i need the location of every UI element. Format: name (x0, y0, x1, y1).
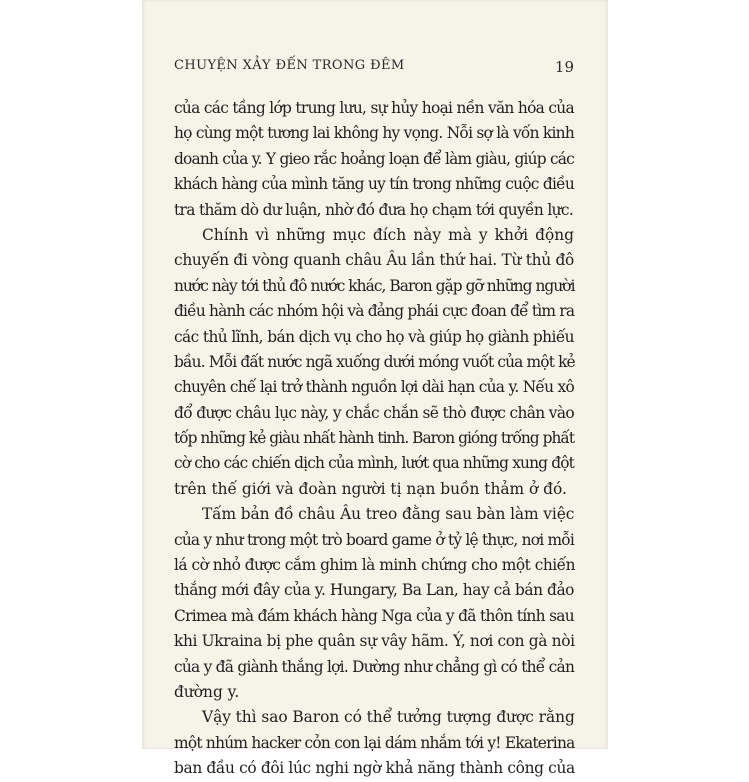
text-line: doanh của y. Y gieo rắc hoảng loạn để làm giàu, giúp các (174, 149, 574, 168)
text-line: của y đã giành thắng lợi. Dường như chẳng gì có thể cản (174, 657, 575, 676)
text-line: tốp những kẻ giàu nhất hành tinh. Baron gióng trống phất (174, 429, 574, 448)
paragraph-1 (174, 96, 574, 223)
text-line: họ cùng một tương lai không hy vọng. Nỗi sợ là vốn kinh (174, 124, 574, 143)
text-line: lá cờ nhỏ được cắm ghim là minh chứng cho một chiến (174, 556, 576, 575)
text-line: khách hàng của mình tăng uy tín trong những cuộc điều (174, 175, 574, 194)
text-line: chuyến đi vòng quanh châu Âu lần thứ hai. Từ thủ đô (174, 251, 574, 270)
text-line: Crimea mà đám khách hàng Nga của y đã thôn tính sau (174, 606, 574, 625)
text-line: nước này tới thủ đô nước khác, Baron gặp gỡ những người (174, 276, 575, 295)
paragraph-3 (174, 502, 574, 705)
text-line: một nhúm hacker cỏn con lại dám nhắm tới y! Ekaterina (174, 733, 575, 752)
text-line: chuyên chế lại trở thành nguồn lợi dài hạn của y. Nếu xô (174, 378, 574, 397)
body-text (174, 96, 574, 782)
text-line: thắng mới đây của y. Hungary, Ba Lan, hay cả bán đảo (174, 581, 574, 600)
text-line: trên thế giới và đoàn người tị nạn buồn thảm ở đó. (174, 479, 567, 498)
text-line: đổ được châu lục này, y chắc chắn sẽ thò được chân vào (174, 403, 574, 422)
text-line: Tấm bản đồ châu Âu treo đằng sau bàn làm việc (202, 505, 575, 524)
text-line: bầu. Mỗi đất nước ngã xuống dưới móng vuốt của một kẻ (174, 352, 575, 371)
book-page (142, 0, 608, 778)
paragraph-4 (174, 705, 574, 781)
page-number: 19 (554, 58, 574, 76)
running-title: CHUYỆN XẢY ĐẾN TRONG ĐÊM (174, 58, 405, 73)
text-line: tra thăm dò dư luận, nhờ đó đưa họ chạm tới quyền lực. (174, 200, 574, 219)
text-line: đường y. (174, 682, 240, 701)
text-line: của y như trong một trò board game ở tỷ lệ thực, nơi mỗi (174, 530, 574, 549)
text-line: Chính vì những mục đích này mà y khởi động (202, 225, 574, 244)
text-line: các thủ lĩnh, bán dịch vụ cho họ và giúp họ giành phiếu (174, 327, 574, 346)
paragraph-2 (174, 223, 574, 502)
page-header (174, 58, 574, 78)
text-line: khi Ukraina bị phe quân sự vây hãm. Ý, nơi con gà nòi (174, 632, 575, 651)
text-line: điều hành các nhóm hội và đảng phái cực đoan để tìm ra (174, 302, 575, 321)
text-line: Vậy thì sao Baron có thể tưởng tượng được rằng (202, 708, 575, 727)
text-line: ban đầu có đôi lúc nghi ngờ khả năng thành công của (174, 759, 575, 778)
text-line: cờ cho các chiến dịch của mình, lướt qua những xung đột (174, 454, 574, 473)
text-line: của các tầng lớp trung lưu, sự hủy hoại nền văn hóa của (174, 99, 574, 117)
